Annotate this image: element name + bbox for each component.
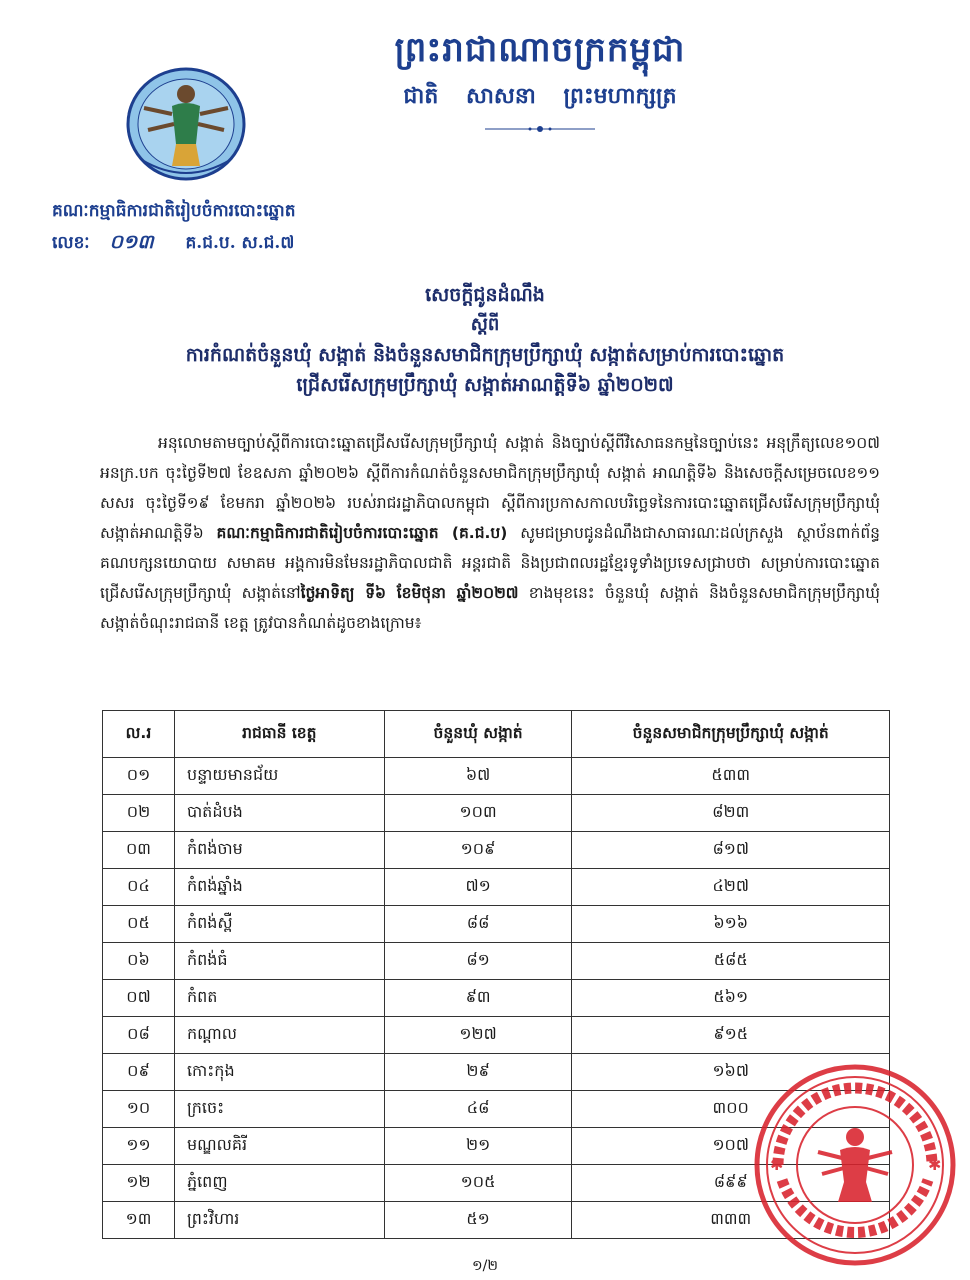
cell-commune-count: ១២៧	[384, 1017, 572, 1054]
cell-no: ០៣	[103, 832, 175, 869]
cell-commune-count: ២៩	[384, 1054, 572, 1091]
kingdom-title: ព្រះរាជាណាចក្រកម្ពុជា	[394, 30, 686, 70]
cell-province: មណ្ឌលគិរី	[174, 1128, 384, 1165]
header-province: រាជធានី ខេត្ត	[174, 711, 384, 758]
ornament-divider	[485, 124, 595, 134]
cell-member-count: ១០៧	[572, 1128, 890, 1165]
cell-province: ភ្នំពេញ	[174, 1165, 384, 1202]
header-commune-count: ចំនួនឃុំ សង្កាត់	[384, 711, 572, 758]
page-number: ១/២	[472, 1258, 498, 1274]
ref-number: ០១៣	[109, 231, 154, 253]
cell-no: ០២	[103, 795, 175, 832]
cell-commune-count: ៨១	[384, 943, 572, 980]
cell-member-count: ៥៣៣	[572, 758, 890, 795]
cell-member-count: ៨២៣	[572, 795, 890, 832]
cell-commune-count: ២១	[384, 1128, 572, 1165]
cell-commune-count: ៩៣	[384, 980, 572, 1017]
cell-no: ០៤	[103, 869, 175, 906]
cell-no: ០៥	[103, 906, 175, 943]
cell-commune-count: ៦៧	[384, 758, 572, 795]
cell-no: ១១	[103, 1128, 175, 1165]
title-line-1: សេចក្តីជូនដំណឹង	[425, 284, 545, 306]
cell-member-count: ៤២៧	[572, 869, 890, 906]
cell-no: ១៣	[103, 1202, 175, 1239]
notice-title	[60, 280, 910, 400]
cell-province: កំពង់ចាម	[174, 832, 384, 869]
national-motto: ជាតិ សាសនា ព្រះមហាក្សត្រ	[403, 83, 677, 109]
cell-province: បាត់ដំបង	[174, 795, 384, 832]
body-text-2: សូមជម្រាបជូនដំណឹងជាសាធារណៈដល់ក្រសួង ស្ថាប័នពាក់ព័ន្ធ គណបក្សនយោបាយ សមាគម អង្គការមិនមែនរដ្ឋាភិបាលជាតិ អន្តរជាតិ និងប្រជាពលរដ្ឋខ្មែរទូទាំងប្រទេសជ្រាបថា សម្រាប់ការបោះឆ្នោតជ្រើសរើសក្រុមប្រឹក្សាឃុំ សង្កាត់នៅ	[100, 524, 881, 602]
body-text-1: អនុលោមតាមច្បាប់ស្តីពីការបោះឆ្នោតជ្រើសរើសក្រុមប្រឹក្សាឃុំ សង្កាត់ និងច្បាប់ស្តីពីវិសោធនកម្មនៃច្បាប់នេះ អនុក្រឹត្យលេខ១០៧ អនក្រ.បក ចុះថ្ងៃទី២៧ ខែឧសភា ឆ្នាំ២០២៦ ស្តីពីការកំណត់ចំនួនសមាជិកក្រុមប្រឹក្សាឃុំ សង្កាត់ អាណត្តិទី៦ និងសេចក្តីសម្រេចលេខ១១ សសរ ចុះថ្ងៃទី១៩ ខែមករា ឆ្នាំ២០២៦ របស់រាជរដ្ឋាភិបាលកម្ពុជា ស្តីពីការប្រកាសកាលបរិច្ឆេទនៃការបោះឆ្នោតជ្រើសរើសក្រុមប្រឹក្សាឃុំ សង្កាត់អាណត្តិទី៦	[100, 434, 880, 542]
ref-code: គ.ជ.ប. ស.ជ.៧	[185, 233, 295, 253]
cell-commune-count: ៥១	[384, 1202, 572, 1239]
cell-province: កោះកុង	[174, 1054, 384, 1091]
cell-no: ០៧	[103, 980, 175, 1017]
cell-province: បន្ទាយមានជ័យ	[174, 758, 384, 795]
table-row	[103, 980, 890, 1017]
cell-no: ០៩	[103, 1054, 175, 1091]
cell-no: ០១	[103, 758, 175, 795]
body-text-3: ខាងមុខនេះ ចំនួនឃុំ សង្កាត់ និងចំនួនសមាជិកក្រុមប្រឹក្សាឃុំ សង្កាត់ចំណុះរាជធានី ខេត្ត ត្រូវបានកំណត់ដូចខាងក្រោម៖	[100, 584, 881, 632]
nec-emblem-icon	[122, 64, 250, 188]
cell-no: ១២	[103, 1165, 175, 1202]
cell-province: ព្រះវិហារ	[174, 1202, 384, 1239]
cell-province: កំពត	[174, 980, 384, 1017]
cell-member-count: ៩១៥	[572, 1017, 890, 1054]
header-member-count: ចំនួនសមាជិកក្រុមប្រឹក្សាឃុំ សង្កាត់	[572, 711, 890, 758]
cell-member-count: ១៦៧	[572, 1054, 890, 1091]
title-line-4: ជ្រើសរើសក្រុមប្រឹក្សាឃុំ សង្កាត់អាណត្តិទី៦ ឆ្នាំ២០២៧	[296, 374, 674, 396]
svg-text:✱: ✱	[770, 1155, 784, 1174]
letterhead	[340, 28, 740, 138]
title-line-3: ការកំណត់ចំនួនឃុំ សង្កាត់ និងចំនួនសមាជិកក្រុមប្រឹក្សាឃុំ សង្កាត់សម្រាប់ការបោះឆ្នោត	[185, 344, 785, 366]
cell-member-count: ៥៦១	[572, 980, 890, 1017]
table-row	[103, 832, 890, 869]
body-paragraph	[100, 428, 880, 638]
cell-commune-count: ១០៥	[384, 1165, 572, 1202]
cell-member-count: ៥៨៥	[572, 943, 890, 980]
cell-member-count: ៣០០	[572, 1091, 890, 1128]
svg-text:✱: ✱	[928, 1155, 942, 1174]
cell-member-count: ៨៩៩	[572, 1165, 890, 1202]
table-row	[103, 906, 890, 943]
cell-member-count: ៦១៦	[572, 906, 890, 943]
table-row	[103, 795, 890, 832]
cell-member-count: ៨១៧	[572, 832, 890, 869]
table-row	[103, 1017, 890, 1054]
cell-province: កំពង់ឆ្នាំង	[174, 869, 384, 906]
cell-member-count: ៣៣៣	[572, 1202, 890, 1239]
ref-label: លេខៈ	[52, 233, 90, 253]
cell-no: ០៨	[103, 1017, 175, 1054]
table-header-row	[103, 711, 890, 758]
table-row	[103, 758, 890, 795]
table-row	[103, 869, 890, 906]
cell-no: ១០	[103, 1091, 175, 1128]
organization-name: គណៈកម្មាធិការជាតិរៀបចំការបោះឆ្នោត	[52, 201, 296, 221]
reference-line	[52, 230, 308, 258]
title-line-2: ស្តីពី	[470, 314, 500, 335]
cell-province: ក្រចេះ	[174, 1091, 384, 1128]
table-row	[103, 943, 890, 980]
body-bold-2: ថ្ងៃអាទិត្យ ទី៦ ខែមិថុនា ឆ្នាំ២០២៧	[300, 584, 519, 602]
cell-province: កំពង់ស្ពឺ	[174, 906, 384, 943]
cell-province: កណ្តាល	[174, 1017, 384, 1054]
cell-commune-count: ៤៨	[384, 1091, 572, 1128]
cell-commune-count: ៧១	[384, 869, 572, 906]
cell-commune-count: ១០៩	[384, 832, 572, 869]
official-seal-icon	[752, 1062, 958, 1268]
cell-commune-count: ៨៨	[384, 906, 572, 943]
cell-commune-count: ១០៣	[384, 795, 572, 832]
cell-province: កំពង់ធំ	[174, 943, 384, 980]
body-bold-1: គណៈកម្មាធិការជាតិរៀបចំការបោះឆ្នោត (គ.ជ.ប)	[216, 524, 508, 542]
header-no: ល.រ	[103, 711, 175, 758]
notice-body	[100, 428, 880, 638]
cell-no: ០៦	[103, 943, 175, 980]
